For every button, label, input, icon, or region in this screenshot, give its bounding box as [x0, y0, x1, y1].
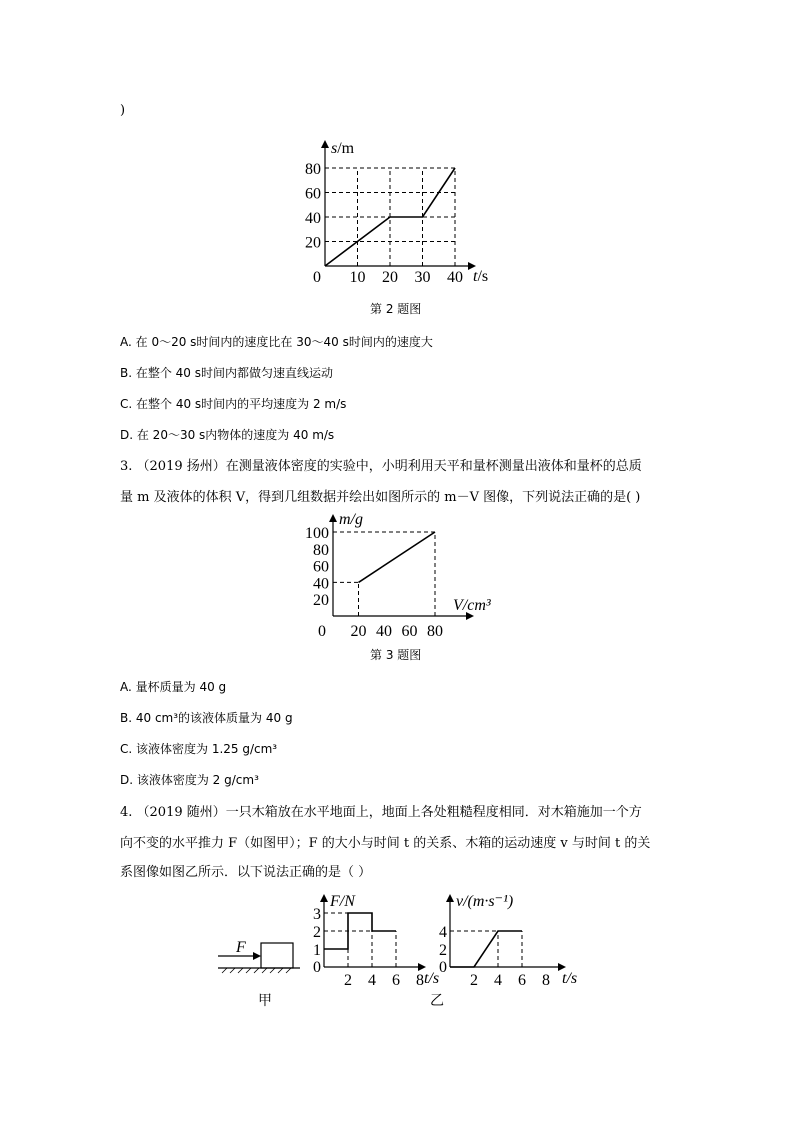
origin-tick: 0 — [313, 959, 321, 976]
q2-option-a: A. 在 0～20 s时间内的速度比在 30～40 s时间内的速度大 — [120, 335, 433, 349]
y-tick-40: 40 — [313, 575, 329, 593]
y-tick-2: 2 — [313, 924, 321, 941]
origin-tick: 0 — [439, 959, 447, 976]
x-tick-2: 2 — [344, 972, 352, 989]
x-tick-20: 20 — [350, 623, 367, 640]
y-tick-3: 3 — [313, 906, 321, 923]
y-tick-2: 2 — [439, 942, 447, 959]
q4-stem-line3: 系图像如图乙所示．以下说法正确的是（ ） — [120, 865, 372, 880]
q3-stem-line1: 3. （2019 扬州）在测量液体密度的实验中，小明利用天平和量杯测量出液体和量杯的总质 — [120, 459, 642, 474]
y-tick-20: 20 — [305, 234, 321, 252]
x-tick-6: 6 — [392, 972, 400, 989]
chart-q2-xlabel: t/s — [473, 268, 489, 285]
chart-q4-vt-y-ticks — [439, 924, 447, 976]
x-tick-4: 4 — [368, 972, 376, 989]
y-tick-4: 4 — [439, 924, 447, 941]
force-label: F — [236, 939, 246, 956]
x-tick-0: 0 — [313, 269, 321, 286]
chart-q4-vt-xlabel: t/s — [562, 970, 578, 987]
chart-q4-vt-x-ticks — [470, 972, 550, 989]
x-tick-8: 8 — [416, 972, 424, 989]
caption-q3: 第 3 题图 — [370, 648, 422, 662]
q3-option-b: B. 40 cm³的该液体质量为 40 g — [120, 711, 293, 725]
y-tick-100: 100 — [305, 525, 329, 542]
x-tick-2: 2 — [470, 972, 478, 989]
fragment-paren: ) — [120, 103, 126, 118]
x-tick-80: 80 — [427, 623, 443, 640]
y-tick-1: 1 — [313, 942, 321, 959]
q4-stem-line2: 向不变的水平推力 F（如图甲）；F 的大小与时间 t 的关系、木箱的运动速度 v 与时间 t 的关 — [120, 836, 651, 851]
x-tick-40: 40 — [376, 623, 392, 640]
y-tick-60: 60 — [305, 185, 321, 203]
label-jia: 甲 — [258, 993, 272, 1009]
chart-q4-ft-ylabel: F/N — [330, 893, 355, 910]
q4-stem-line1: 4. （2019 随州）一只木箱放在水平地面上，地面上各处粗糙程度相同．对木箱施加一个方 — [120, 805, 642, 820]
chart-q2-ylabel: s/m — [331, 140, 355, 157]
x-tick-30: 30 — [414, 269, 431, 286]
chart-q3-xlabel: V/cm³ — [453, 597, 491, 614]
y-tick-60: 60 — [313, 558, 329, 576]
x-tick-60: 60 — [401, 623, 418, 640]
q3-option-c: C. 该液体密度为 1.25 g/cm³ — [120, 742, 278, 756]
chart-q3-ylabel: m/g — [339, 511, 363, 528]
y-tick-40: 40 — [305, 210, 321, 227]
label-yi: 乙 — [430, 993, 444, 1009]
chart-q4-vt-ylabel: v/(m·s⁻¹) — [456, 893, 514, 910]
y-tick-80: 80 — [313, 541, 329, 559]
q3-option-a: A. 量杯质量为 40 g — [120, 680, 227, 694]
x-tick-10: 10 — [349, 269, 366, 286]
x-tick-6: 6 — [518, 972, 526, 989]
q2-option-d: D. 在 20～30 s内物体的速度为 40 m/s — [120, 428, 335, 442]
x-tick-0: 0 — [318, 623, 326, 640]
y-axis-arrow — [446, 894, 454, 902]
x-tick-40: 40 — [447, 269, 463, 286]
chart-q4-vt-series-line — [450, 931, 522, 967]
chart-q4-ft-xlabel: t/s — [424, 970, 440, 987]
y-tick-80: 80 — [305, 161, 321, 178]
x-tick-8: 8 — [542, 972, 550, 989]
x-tick-4: 4 — [494, 972, 502, 989]
q3-stem-line2: 量 m 及液体的体积 V，得到几组数据并绘出如图所示的 m－V 图像，下列说法正确的是( ) — [120, 490, 641, 505]
y-tick-20: 20 — [313, 592, 329, 610]
caption-q2: 第 2 题图 — [370, 302, 422, 316]
q3-option-d: D. 该液体密度为 2 g/cm³ — [120, 773, 259, 787]
q2-option-b: B. 在整个 40 s时间内都做匀速直线运动 — [120, 366, 334, 380]
q2-option-c: C. 在整个 40 s时间内的平均速度为 2 m/s — [120, 397, 347, 411]
x-tick-20: 20 — [382, 269, 398, 286]
